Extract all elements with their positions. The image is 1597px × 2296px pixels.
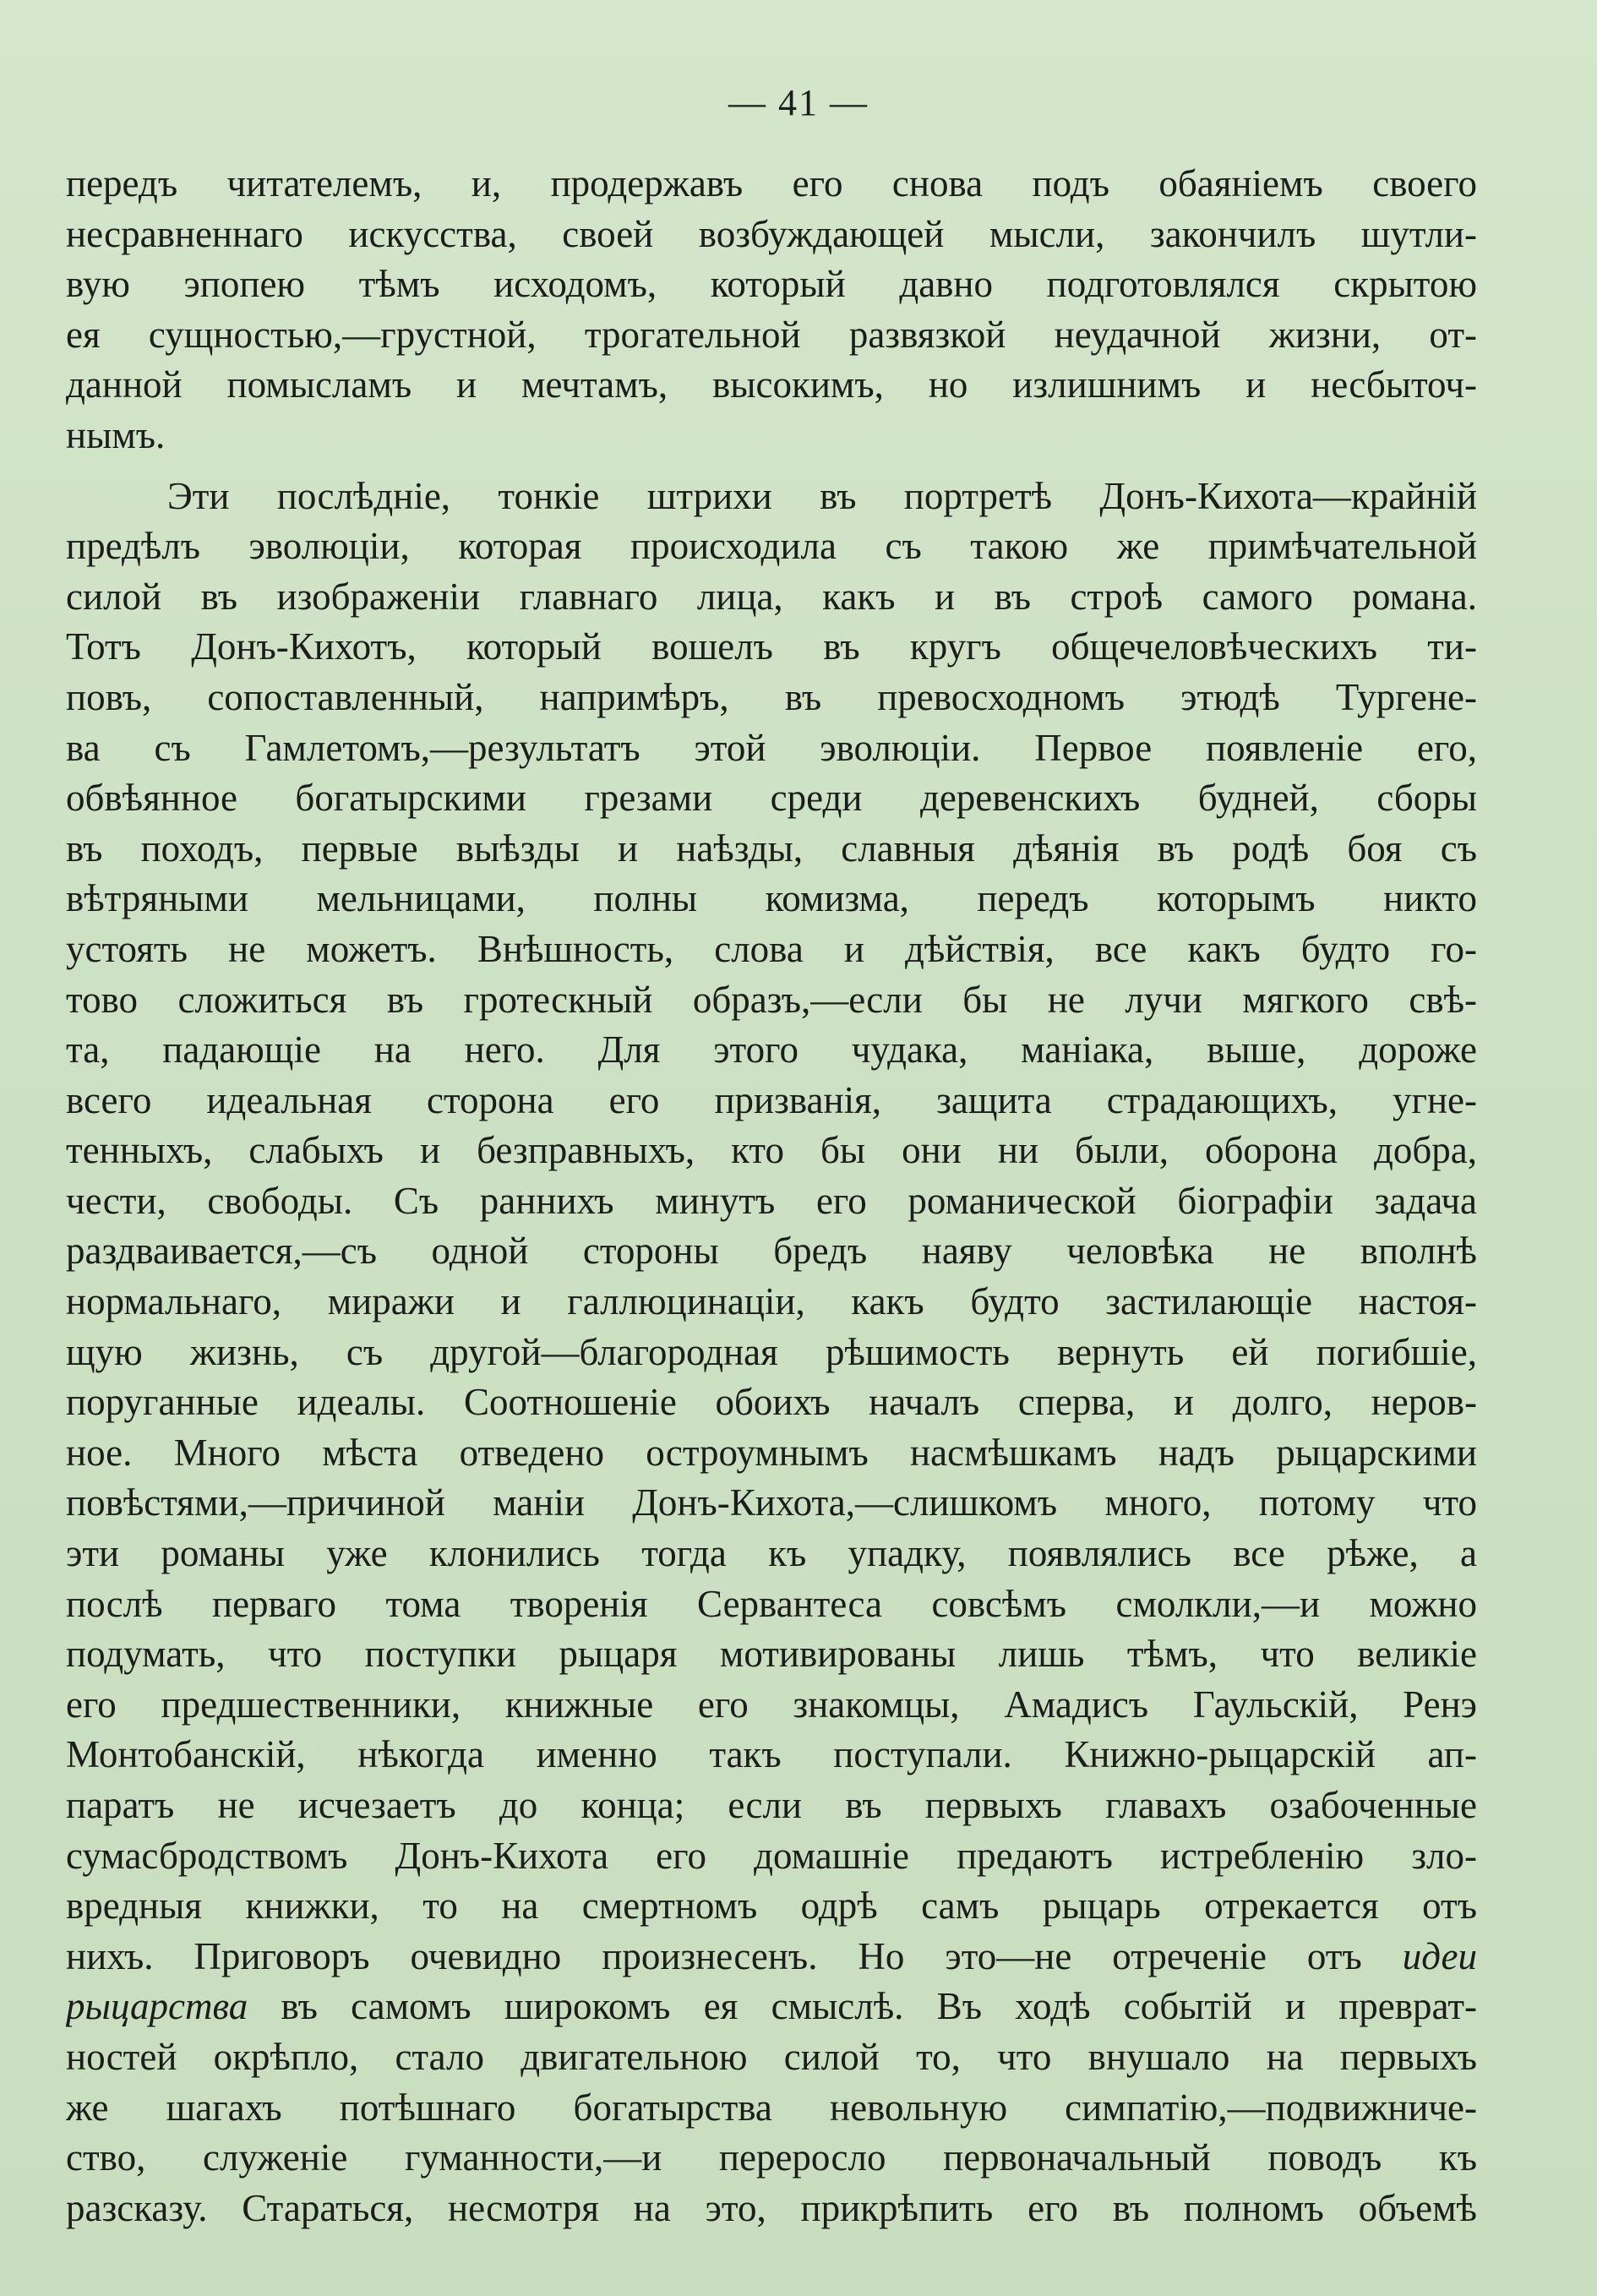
text-line: чести, свободы. Съ раннихъ минутъ его романической біографіи задача — [66, 1179, 1477, 1222]
text-line: эти романы уже клонились тогда къ упадку, появлялись все рѣже, а — [66, 1532, 1477, 1575]
text-line: повъ, сопоставленный, напримѣръ, въ превосходномъ этюдѣ Тургене- — [66, 675, 1477, 718]
text-line: Эти послѣдніе, тонкіе штрихи въ портретѣ Донъ-Кихота—крайній — [167, 474, 1477, 517]
text-line: разсказу. Стараться, несмотря на это, прикрѣпить его въ полномъ объемѣ — [66, 2186, 1477, 2229]
text-line: обвѣянное богатырскими грезами среди деревенскихъ будней, сборы — [66, 777, 1477, 820]
text-line — [66, 1982, 1477, 2032]
paragraph-gap — [66, 461, 1477, 472]
text-line: щую жизнь, съ другой—благородная рѣшимость вернуть ей погибшіе, — [66, 1330, 1477, 1373]
body-text — [66, 159, 1477, 2233]
text-line: тово сложиться въ гротескный образъ,—если бы не лучи мягкого свѣ- — [66, 978, 1477, 1021]
text-line: нормальнаго, миражи и галлюцинаціи, какъ будто застилающіе настоя- — [66, 1280, 1477, 1323]
text-line: несравненнаго искусства, своей возбуждающей мысли, закончилъ шутли- — [66, 212, 1477, 255]
text-line: данной помысламъ и мечтамъ, высокимъ, но излишнимъ и несбыточ- — [66, 363, 1477, 406]
italic-run: рыцарства — [66, 1985, 248, 2028]
text-line — [66, 1932, 1477, 1982]
text-line: ва съ Гамлетомъ,—результатъ этой эволюціи. Первое появленіе его, — [66, 726, 1477, 769]
text-line: его предшественники, книжные его знакомцы, Амадисъ Гаульскій, Ренэ — [66, 1682, 1477, 1726]
text-line: всего идеальная сторона его призванія, защита страдающихъ, угне- — [66, 1078, 1477, 1121]
text-line: ное. Много мѣста отведено остроумнымъ насмѣшкамъ надъ рыцарскими — [66, 1431, 1477, 1474]
text-line: Тотъ Донъ-Кихотъ, который вошелъ въ кругъ общечеловѣческихъ ти- — [66, 625, 1477, 668]
text-line: вредныя книжки, то на смертномъ одрѣ самъ рыцарь отрекается отъ — [66, 1884, 1477, 1928]
text-line: Монтобанскій, нѣкогда именно такъ поступали. Книжно-рыцарскій ап- — [66, 1733, 1477, 1776]
text-line: вѣтряными мельницами, полны комизма, передъ которымъ никто — [66, 877, 1477, 920]
text-line: вую эпопею тѣмъ исходомъ, который давно подготовлялся скрытою — [66, 263, 1477, 306]
text-line: передъ читателемъ, и, продержавъ его снова подъ обаяніемъ своего — [66, 162, 1477, 205]
text-line: послѣ перваго тома творенія Сервантеса совсѣмъ смолкли,—и можно — [66, 1582, 1477, 1625]
text-line: паратъ не исчезаетъ до конца; если въ первыхъ главахъ озабоченные — [66, 1784, 1477, 1826]
text-line: тенныхъ, слабыхъ и безправныхъ, кто бы они ни были, оборона добра, — [66, 1129, 1477, 1172]
text-line: предѣлъ эволюціи, которая происходила съ такою же примѣчательной — [66, 525, 1477, 568]
text-run: нихъ. Приговоръ очевидно произнесенъ. Но это—не отреченіе отъ — [66, 1934, 1362, 1977]
text-line: устоять не можетъ. Внѣшность, слова и дѣйствія, все какъ будто го- — [66, 927, 1477, 970]
text-line: ство, служеніе гуманности,—и переросло первоначальный поводъ къ — [66, 2136, 1477, 2179]
text-line: же шагахъ потѣшнаго богатырства невольную симпатію,—подвижниче- — [66, 2086, 1477, 2129]
text-run: въ самомъ широкомъ ея смыслѣ. Въ ходѣ событій и преврат- — [248, 1985, 1477, 2028]
text-line: сумасбродствомъ Донъ-Кихота его домашніе предаютъ истребленію зло- — [66, 1834, 1477, 1877]
text-line: поруганные идеалы. Соотношеніе обоихъ началъ сперва, и долго, неров- — [66, 1381, 1477, 1424]
text-line: нымъ. — [66, 413, 166, 456]
italic-run: идеи — [1402, 1934, 1477, 1977]
page-number: — 41 — — [728, 82, 869, 123]
text-line: повѣстями,—причиной маніи Донъ-Кихота,—слишкомъ много, потому что — [66, 1481, 1477, 1524]
text-line: ностей окрѣпло, стало двигательною силой то, что внушало на первыхъ — [66, 2035, 1477, 2078]
text-line: силой въ изображеніи главнаго лица, какъ и въ строѣ самого романа. — [66, 575, 1477, 618]
text-line: въ походъ, первые выѣзды и наѣзды, славныя дѣянія въ родѣ боя съ — [66, 826, 1477, 870]
text-line: та, падающіе на него. Для этого чудака, маніака, выше, дороже — [66, 1028, 1477, 1072]
text-line: раздваивается,—съ одной стороны бредъ наяву человѣка не вполнѣ — [66, 1230, 1477, 1273]
text-line: подумать, что поступки рыцаря мотивированы лишь тѣмъ, что великіе — [66, 1633, 1477, 1676]
text-line: ея сущностью,—грустной, трогательной развязкой неудачной жизни, от- — [66, 313, 1477, 356]
